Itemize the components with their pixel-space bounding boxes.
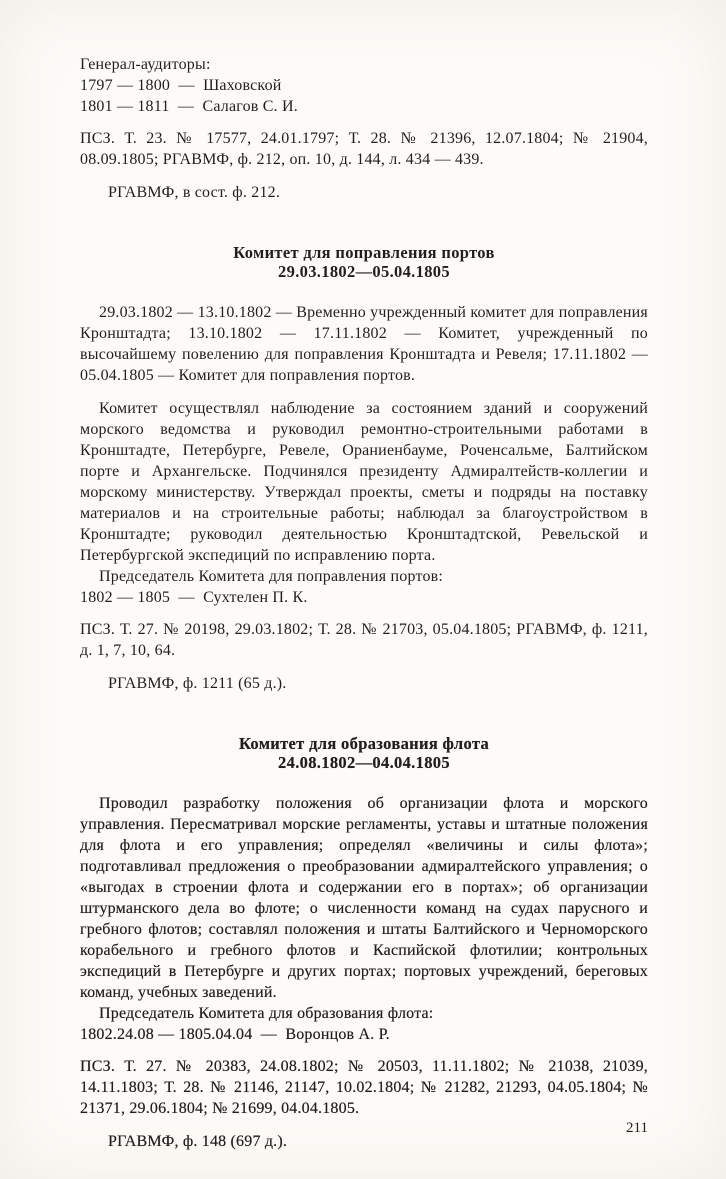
section-heading [80,243,648,281]
archive-note: РГАВМФ, в сост. ф. 212. [108,184,281,201]
official-entry: 1801 — 1811 — Салагов С. И. [80,98,298,115]
source-reference: ПСЗ. Т. 27. № 20198, 29.03.1802; Т. 28. № 21703, 05.04.1805; РГАВМФ, ф. 1211, д. 1, 7, 10, 64. [80,621,648,659]
section-paragraph: Проводил разработку положения об организации флота и морского управления. Пересматривал морские регламенты, уставы и штатные положения для флота и его управления; определял «величины и силы флота»; подготавливал предложения о преобразовании адмиралтейского управления; о «выгодах в строении флота и содержании его в портах»; об организации штурманского дела во флоте; о численности команд на судах парусного и гребного флотов; составлял положения и штаты Балтийского и Черноморского корабельного и гребного флотов и Каспийской флотилии; контрольных экспедиций в Петербурге и других портах; портовых учреждений, береговых команд, учебных заведений. [80,795,648,1001]
officials-list-label: Генерал-аудиторы: [80,56,211,73]
chair-entry: 1802 — 1805 — Сухтелен П. К. [80,589,308,606]
chair-entry: 1802.24.08 — 1805.04.04 — Воронцов А. Р. [80,1026,390,1043]
section-dates: 29.03.1802—05.04.1805 [278,262,450,281]
text-block [80,54,648,1152]
section-title: Комитет для поправления портов [233,243,495,262]
source-reference: ПСЗ. Т. 27. № 20383, 24.08.1802; № 20503, 11.11.1802; № 21038, 21039, 14.11.1803; Т. 28. № 21146, 21147, 10.02.1804; № 21282, 21293, 04.05.1804; № 21371, 29.06.1804; № 21699, 04.04.1805. [80,1058,648,1117]
section-dates: 24.08.1802—04.04.1805 [278,753,450,772]
section-title: Комитет для образования флота [238,734,490,753]
section-heading [80,734,648,772]
archive-note: РГАВМФ, ф. 1211 (65 д.). [108,675,287,692]
chair-label: Председатель Комитета для поправления портов: [99,568,444,585]
official-entry: 1797 — 1800 — Шаховской [80,77,282,94]
page-number: 211 [626,1120,648,1136]
archive-note: РГАВМФ, ф. 148 (697 д.). [108,1133,288,1150]
source-reference: ПСЗ. Т. 23. № 17577, 24.01.1797; Т. 28. № 21396, 12.07.1804; № 21904, 08.09.1805; РГАВМФ, ф. 212, оп. 10, д. 144, л. 434 — 439. [80,130,648,168]
section-paragraph: Комитет осуществлял наблюдение за состоянием зданий и сооружений морского ведомства и руководил ремонтно-строительными работами в Кронштадте, Петербурге, Ревеле, Ораниенбауме, Роченсальме, Балтийском порте и Архангельске. Подчинялся президенту Адмиралтейств-коллегии и морскому министерству. Утверждал проекты, сметы и подряды на поставку материалов и на строительные работы; наблюдал за благоустройством в Кронштадте; руководил деятельностью Кронштадтской, Ревельской и Петербургской экспедиций по исправлению порта. [80,400,648,564]
section-paragraph: 29.03.1802 — 13.10.1802 — Временно учрежденный комитет для поправления Кронштадта; 13.10.1802 — 17.11.1802 — Комитет, учрежденный по высочайшему повелению для поправления Кронштадта и Ревеля; 17.11.1802 — 05.04.1805 — Комитет для поправления портов. [80,304,648,384]
chair-label: Председатель Комитета для образования флота: [99,1005,434,1022]
